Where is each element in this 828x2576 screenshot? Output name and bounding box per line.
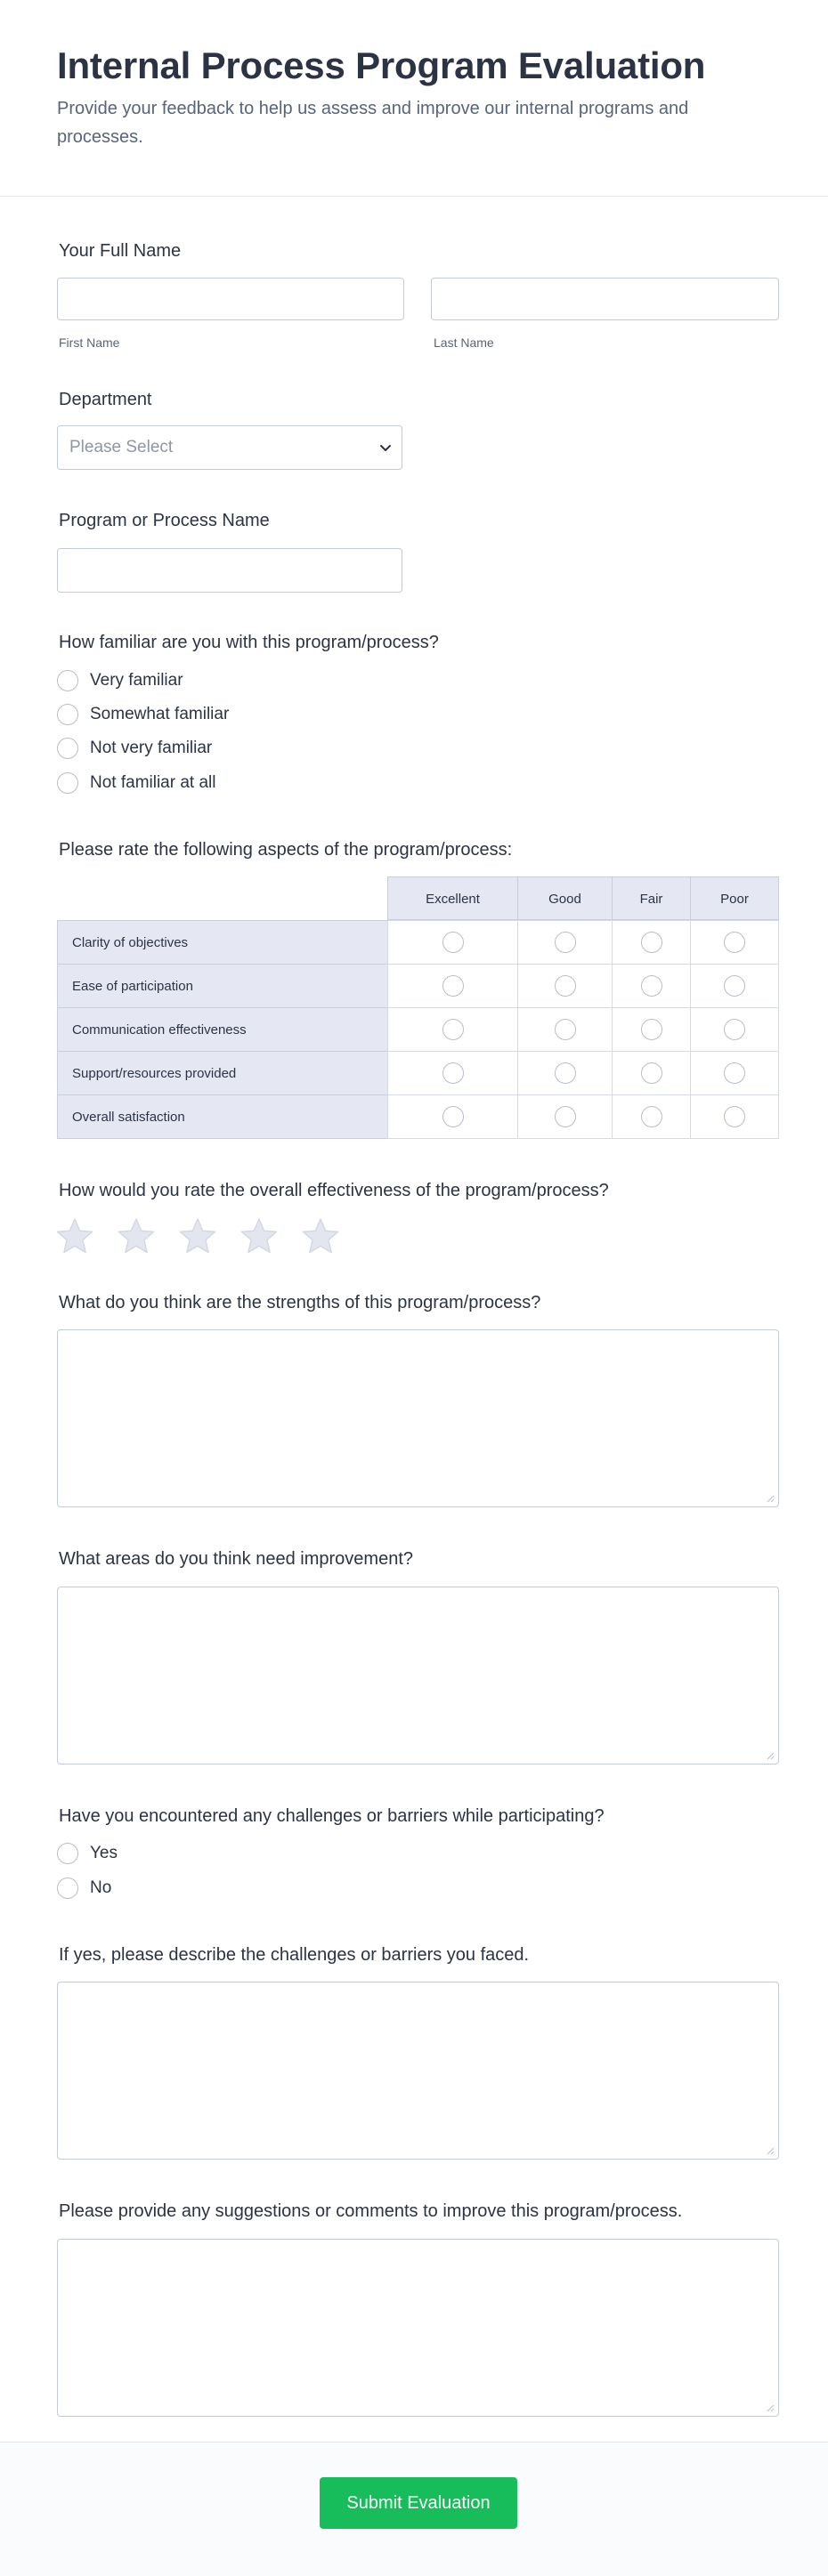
- challenges-detail-label: If yes, please describe the challenges or barriers you faced.: [59, 1945, 530, 1965]
- radio-button[interactable]: [555, 975, 576, 997]
- matrix-row-label: Clarity of objectives: [57, 920, 388, 965]
- radio-button[interactable]: [57, 772, 78, 794]
- challenges-detail-textarea[interactable]: [57, 1982, 779, 2160]
- improvement-textarea[interactable]: [57, 1587, 779, 1764]
- radio-button[interactable]: [724, 1062, 745, 1084]
- matrix-cell[interactable]: [612, 920, 691, 965]
- first-name-input[interactable]: [57, 278, 404, 320]
- radio-button[interactable]: [641, 975, 662, 997]
- matrix-column-header: Excellent: [387, 876, 518, 920]
- resize-handle-icon[interactable]: [766, 2403, 775, 2412]
- star-icon[interactable]: [117, 1216, 156, 1256]
- radio-button[interactable]: [555, 1062, 576, 1084]
- radio-button[interactable]: [724, 1019, 745, 1040]
- page-subtitle: Provide your feedback to help us assess and improve our internal programs and processes.: [57, 99, 689, 147]
- star-icon[interactable]: [239, 1216, 279, 1256]
- matrix-cell[interactable]: [387, 1094, 518, 1139]
- matrix-column-header: Fair: [612, 876, 691, 920]
- radio-button[interactable]: [57, 1877, 78, 1899]
- radio-button[interactable]: [641, 932, 662, 953]
- matrix-cell[interactable]: [612, 1051, 691, 1095]
- department-label: Department: [59, 390, 152, 409]
- matrix-cell[interactable]: [387, 1051, 518, 1095]
- matrix-column-header: Good: [517, 876, 613, 920]
- matrix-cell[interactable]: [517, 964, 613, 1008]
- radio-button[interactable]: [442, 1019, 464, 1040]
- challenges-option-label: Yes: [90, 1844, 118, 1862]
- radio-button[interactable]: [724, 932, 745, 953]
- radio-button[interactable]: [57, 670, 78, 691]
- matrix-cell[interactable]: [517, 1094, 613, 1139]
- strengths-textarea[interactable]: [57, 1329, 779, 1507]
- star-icon[interactable]: [55, 1216, 94, 1256]
- full-name-label: Your Full Name: [59, 241, 182, 261]
- radio-button[interactable]: [442, 1106, 464, 1127]
- matrix-cell[interactable]: [517, 1007, 613, 1052]
- strengths-label: What do you think are the strengths of this program/process?: [59, 1293, 541, 1312]
- radio-button[interactable]: [442, 1062, 464, 1084]
- matrix-cell[interactable]: [517, 1051, 613, 1095]
- last-name-input[interactable]: [431, 278, 779, 320]
- radio-button[interactable]: [57, 738, 78, 759]
- effectiveness-label: How would you rate the overall effectiveness of the program/process?: [59, 1181, 609, 1200]
- matrix-row-label: Overall satisfaction: [57, 1094, 388, 1139]
- improvement-label: What areas do you think need improvement?: [59, 1549, 413, 1569]
- rating-matrix-label: Please rate the following aspects of the program/process:: [59, 840, 513, 860]
- radio-button[interactable]: [641, 1106, 662, 1127]
- familiarity-label: How familiar are you with this program/process?: [59, 633, 439, 652]
- matrix-cell[interactable]: [387, 920, 518, 965]
- radio-button[interactable]: [57, 1843, 78, 1864]
- matrix-cell[interactable]: [612, 964, 691, 1008]
- challenges-label: Have you encountered any challenges or barriers while participating?: [59, 1806, 605, 1826]
- matrix-cell[interactable]: [690, 920, 779, 965]
- challenges-option-label: No: [90, 1878, 112, 1897]
- matrix-cell[interactable]: [690, 1051, 779, 1095]
- matrix-cell[interactable]: [690, 1007, 779, 1052]
- matrix-cell[interactable]: [612, 1094, 691, 1139]
- star-icon[interactable]: [178, 1216, 217, 1256]
- last-name-sublabel: Last Name: [434, 335, 494, 350]
- suggestions-textarea[interactable]: [57, 2239, 779, 2417]
- first-name-sublabel: First Name: [59, 335, 120, 350]
- radio-button[interactable]: [555, 1019, 576, 1040]
- program-name-label: Program or Process Name: [59, 511, 270, 530]
- matrix-cell[interactable]: [517, 920, 613, 965]
- matrix-cell[interactable]: [690, 964, 779, 1008]
- matrix-cell[interactable]: [612, 1007, 691, 1052]
- page-title: Internal Process Program Evaluation: [57, 44, 706, 86]
- rating-matrix: [57, 876, 779, 1143]
- radio-button[interactable]: [641, 1062, 662, 1084]
- radio-button[interactable]: [442, 975, 464, 997]
- resize-handle-icon[interactable]: [766, 1494, 775, 1503]
- radio-button[interactable]: [57, 704, 78, 725]
- matrix-row-label: Ease of participation: [57, 964, 388, 1008]
- matrix-cell[interactable]: [387, 964, 518, 1008]
- matrix-row-label: Communication effectiveness: [57, 1007, 388, 1052]
- resize-handle-icon[interactable]: [766, 2146, 775, 2155]
- familiarity-option-label: Very familiar: [90, 671, 183, 690]
- radio-button[interactable]: [724, 975, 745, 997]
- resize-handle-icon[interactable]: [766, 1751, 775, 1760]
- department-select[interactable]: [57, 425, 402, 470]
- matrix-column-header: Poor: [690, 876, 779, 920]
- star-icon[interactable]: [301, 1216, 340, 1256]
- familiarity-option-label: Not familiar at all: [90, 773, 216, 792]
- familiarity-option-label: Somewhat familiar: [90, 705, 230, 723]
- matrix-row-label: Support/resources provided: [57, 1051, 388, 1095]
- familiarity-option-label: Not very familiar: [90, 739, 213, 757]
- suggestions-label: Please provide any suggestions or comments to improve this program/process.: [59, 2201, 683, 2221]
- radio-button[interactable]: [555, 932, 576, 953]
- program-name-input[interactable]: [57, 548, 402, 593]
- radio-button[interactable]: [641, 1019, 662, 1040]
- matrix-cell[interactable]: [387, 1007, 518, 1052]
- radio-button[interactable]: [555, 1106, 576, 1127]
- chevron-down-icon: [378, 440, 393, 455]
- radio-button[interactable]: [442, 932, 464, 953]
- submit-button[interactable]: Submit Evaluation: [320, 2477, 517, 2529]
- form-header: [0, 0, 828, 197]
- radio-button[interactable]: [724, 1106, 745, 1127]
- department-placeholder: Please Select: [69, 438, 174, 456]
- matrix-cell[interactable]: [690, 1094, 779, 1139]
